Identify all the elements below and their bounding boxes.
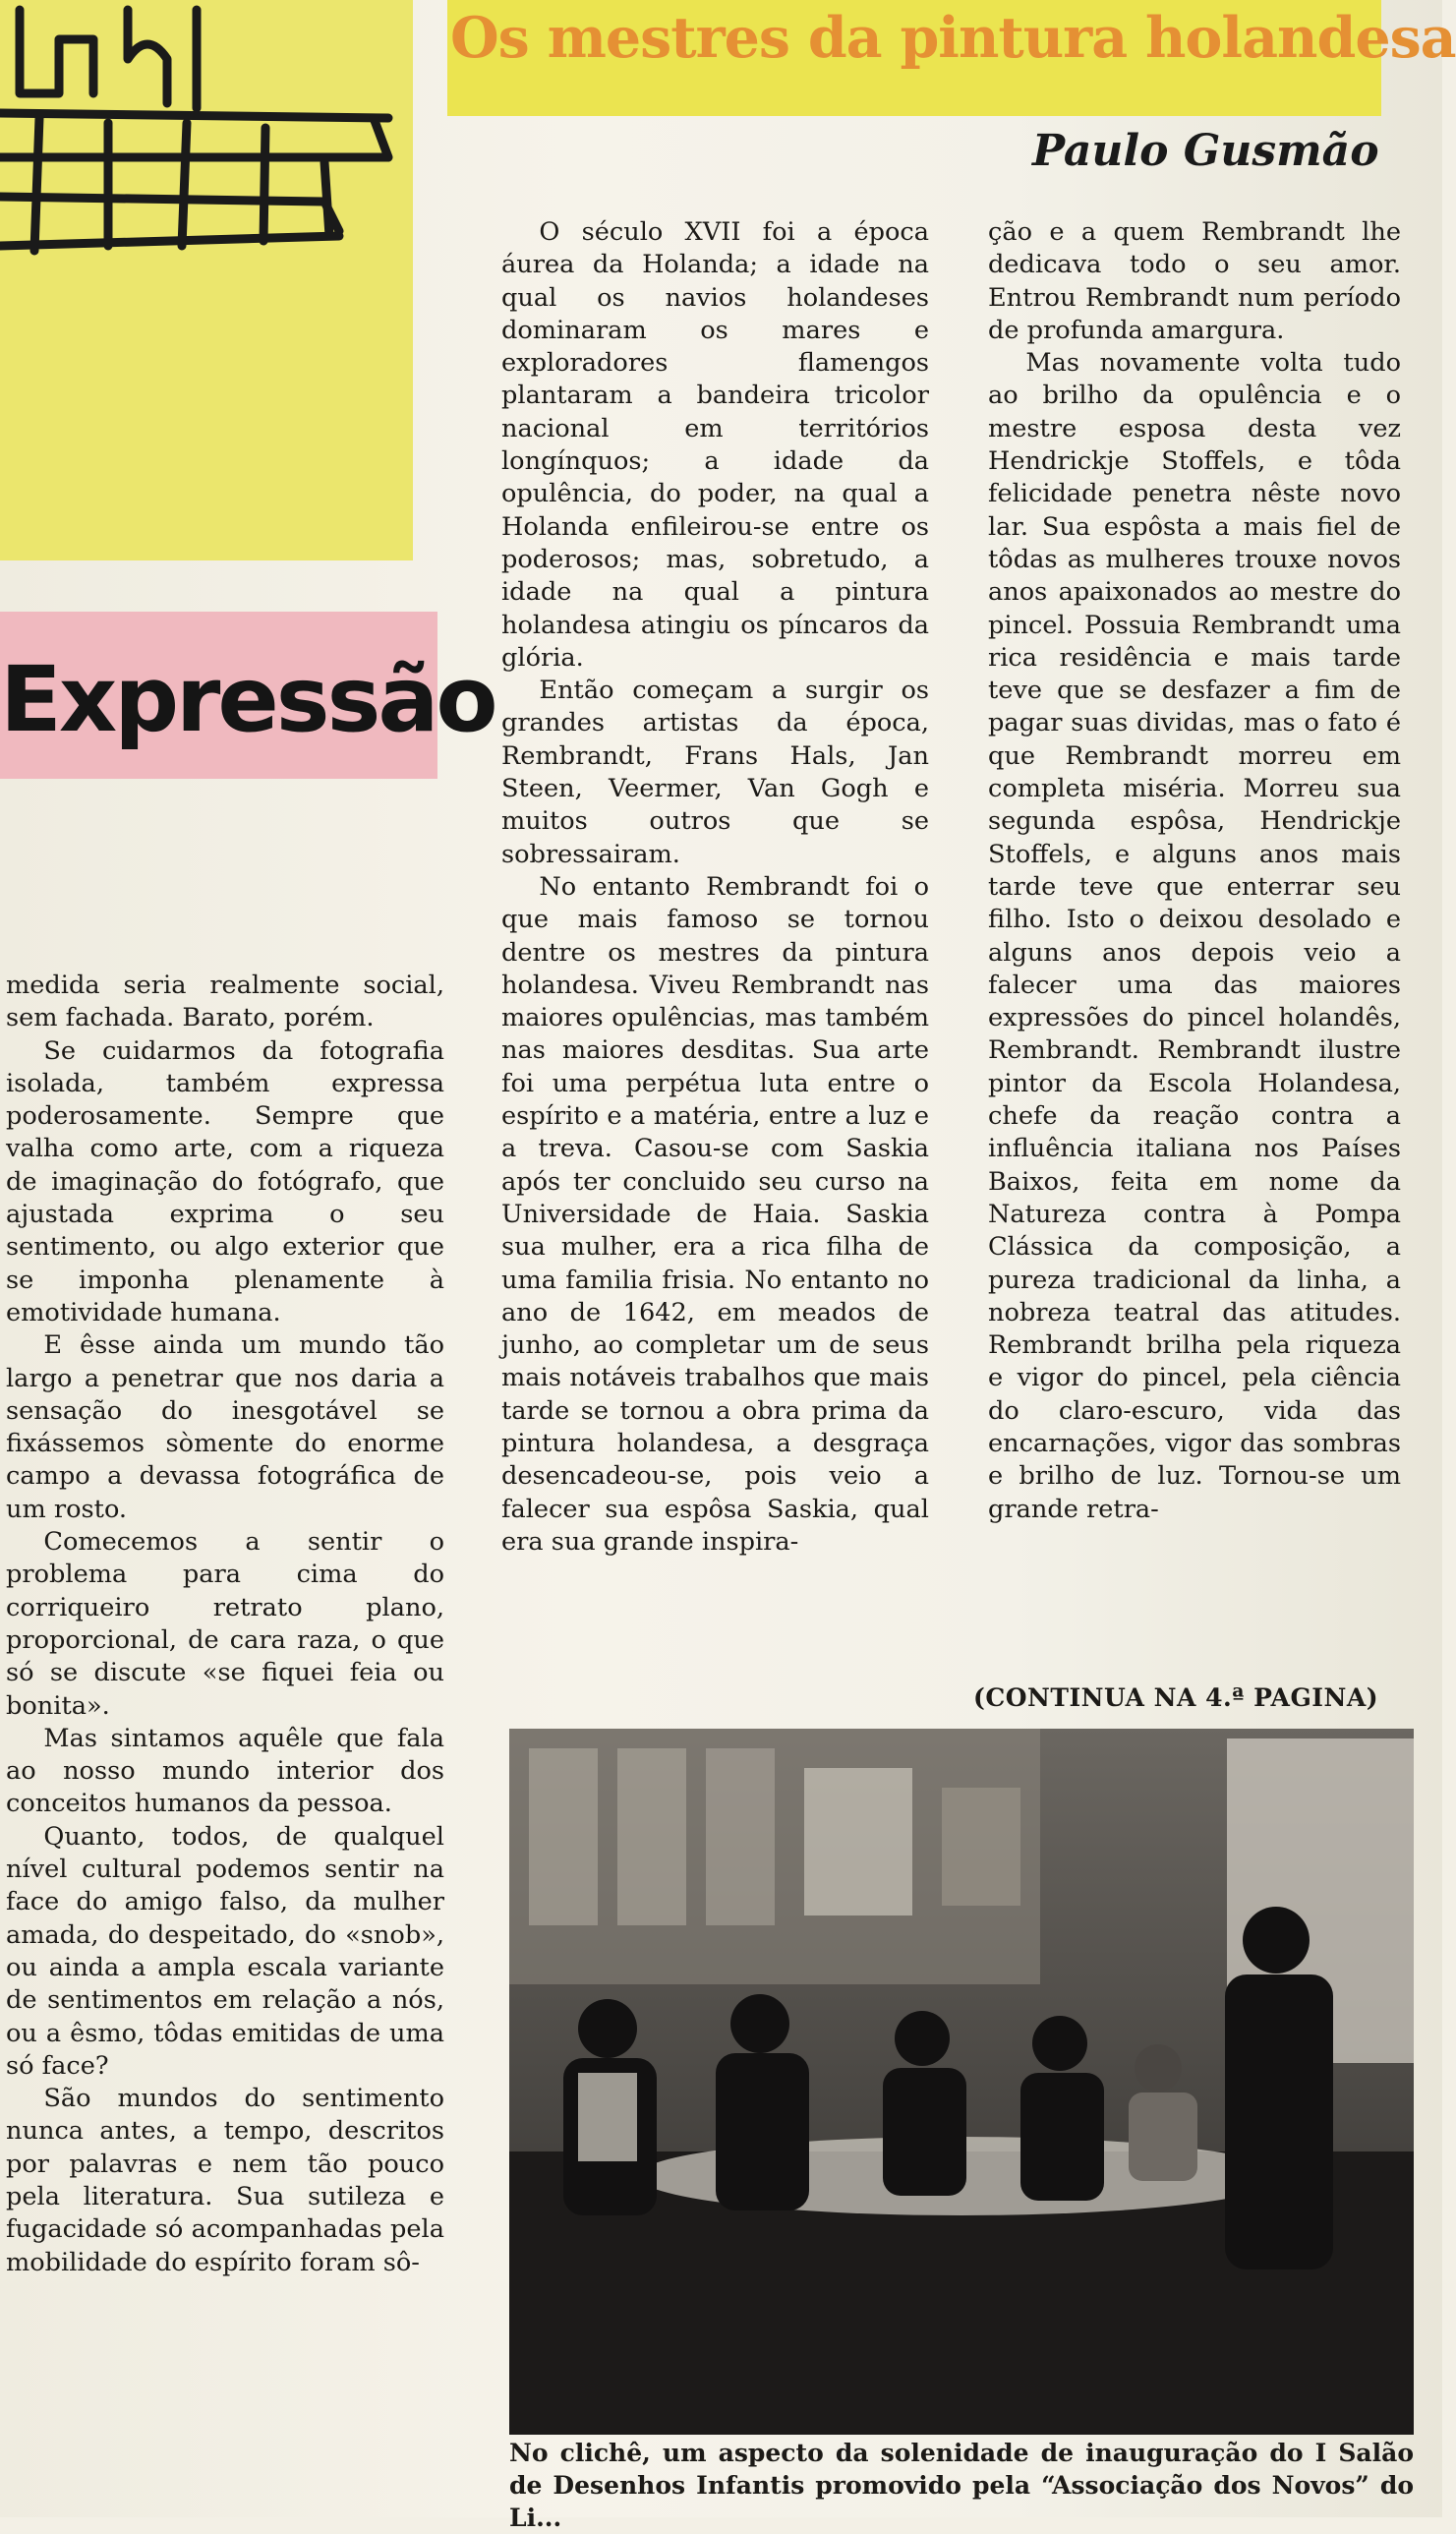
right-paragraph: ção e a quem Rembrandt lhe dedicava todo o seu amor. Entrou Rembrandt num período de profunda amargura. bbox=[988, 217, 1401, 345]
article-byline: Paulo Gusmão bbox=[1032, 126, 1379, 176]
sketch-drawing-icon bbox=[0, 0, 413, 560]
continued-note: (CONTINUA NA 4.ª PAGINA) bbox=[973, 1683, 1379, 1712]
left-paragraph: E êsse ainda um mundo tão largo a penetrar que nos daria a sensação do inesgotável se fixássemos sòmente do enorme campo a devassa fotográfica de um rosto. bbox=[6, 1330, 444, 1524]
news-photo bbox=[509, 1729, 1414, 2435]
left-paragraph: Quanto, todos, de qualquel nível cultural podemos sentir na face do amigo falso, da mulher amada, do despeitado, do «snob», ou ainda a ampla escala variante de sentimentos em relação a nós, ou a êsmo, tôdas emitidas de uma só face? bbox=[6, 1821, 444, 2081]
right-column bbox=[988, 216, 1401, 1691]
middle-paragraph: Então começam a surgir os grandes artistas da época, Rembrandt, Frans Hals, Jan Steen, Veermer, Van Gogh e muitos outros que se sobressairam. bbox=[501, 676, 929, 869]
middle-paragraph: No entanto Rembrandt foi o que mais famoso se tornou dentre os mestres da pintura holandesa. Viveu Rembrandt nas maiores opulências, mas também nas maiores desditas. Sua arte foi uma perpétua luta entre o espírito e a matéria, entre a luz e a treva. Casou-se com Saskia após ter concluido seu curso na Universidade de Haia. Saskia sua mulher, era a rica filha de uma familia frisia. No entanto no ano de 1642, em meados de junho, ao completar um de seus mais notáveis trabalhos que mais tarde se tornou a obra prima da pintura holandesa, a desgraça desencadeou-se, pois veio a falecer sua espôsa Saskia, qual era sua grande inspira- bbox=[501, 871, 929, 1557]
illustration-sketch bbox=[0, 0, 413, 560]
middle-column bbox=[501, 216, 929, 1721]
left-paragraph: medida seria realmente social, sem fachada. Barato, porém. bbox=[6, 971, 444, 1033]
left-paragraph: Se cuidarmos da fotografia isolada, também expressa poderosamente. Sempre que valha como arte, com a riqueza de imaginação do fotógrafo, que ajustada exprima o seu sentimento, ou algo exterior que se imponha plenamente à emotividade humana. bbox=[6, 1035, 444, 1327]
left-column bbox=[6, 970, 444, 2517]
article-headline: Os mestres da pintura holandesa bbox=[450, 5, 1456, 71]
left-paragraph: Comecemos a sentir o problema para cima do corriqueiro retrato plano, proporcional, de cara raza, o que só se discute «se fiquei feia ou bonita». bbox=[6, 1527, 444, 1721]
right-paragraph: Mas novamente volta tudo ao brilho da opulência e o mestre esposa desta vez Hendrickje Stoffels, e tôda felicidade penetra nêste novo lar. Sua espôsta a mais fiel de tôdas as mulheres trouxe novos anos apaixonados ao mestre do pincel. Possuia Rembrandt uma rica residência e mais tarde teve que se desfazer a fim de pagar suas dividas, mas o fato é que Rembrandt morreu em completa miséria. Morreu sua segunda espôsa, Hendrickje Stoffels, e alguns anos mais tarde teve que enterrar seu filho. Isto o deixou desolado e alguns anos depois veio a falecer uma das maiores expressões do pincel holandês, Rembrandt. Rembrandt ilustre pintor da Escola Holandesa, chefe da reação contra a influência italiana nos Países Baixos, feita em nome da Natureza contra à Pompa Clássica da composição, a pureza tradicional da linha, a nobreza teatral das atitudes. Rembrandt brilha pela riqueza e vigor do pincel, pela ciência do claro-escuro, vida das encarnações, vigor das sombras e brilho de luz. Tornou-se um grande retra- bbox=[988, 348, 1401, 1524]
photo-caption: No clichê, um aspecto da solenidade de inauguração do I Salão de Desenhos Infantis promovido pela “Associação dos Novos” do Li... bbox=[509, 2439, 1414, 2532]
section-title: Expressão bbox=[0, 647, 495, 752]
middle-paragraph: O século XVII foi a época áurea da Holanda; a idade na qual os navios holandeses dominaram os mares e exploradores flamengos plantaram a bandeira tricolor nacional em territórios longínquos; a idade da opulência, do poder, na qual a Holanda enfileirou-se entre os poderosos; mas, sobretudo, a idade na qual a pintura holandesa atingiu os píncaros da glória. bbox=[501, 217, 929, 673]
left-paragraph: Mas sintamos aquêle que fala ao nosso mundo interior dos conceitos humanos da pessoa. bbox=[6, 1723, 444, 1819]
left-paragraph: São mundos do sentimento nunca antes, a tempo, descritos por palavras e nem tão pouco pela literatura. Sua sutileza e fugacidade só acompanhadas pela mobilidade do espírito foram sô- bbox=[6, 2084, 444, 2277]
photo-scene-icon bbox=[509, 1729, 1414, 2435]
